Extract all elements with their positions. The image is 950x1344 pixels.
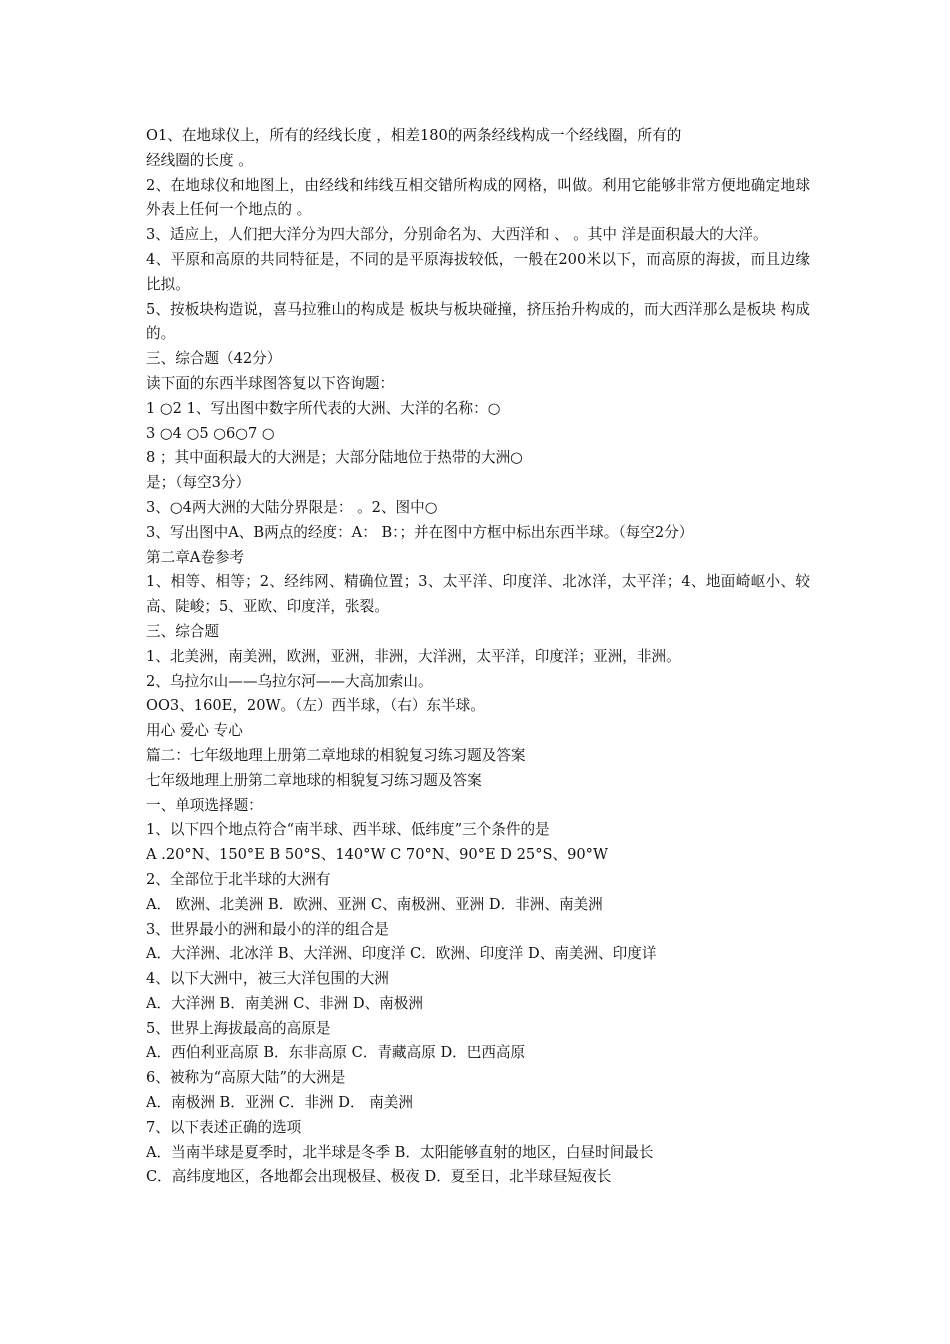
text-line: 5、按板块构造说，喜马拉雅山的构成是 板块与板块碰撞，挤压抬升构成的，而大西洋那么是板块 构成的。	[146, 300, 810, 343]
text-line: A． 欧洲、北美洲 B．欧洲、亚洲 C、南极洲、亚洲 D．非洲、南美洲	[146, 895, 603, 913]
text-line: 三、综合题	[146, 622, 219, 640]
text-line: 第二章A卷参考	[146, 548, 245, 566]
text-line: 7、以下表述正确的选项	[146, 1118, 302, 1136]
text-line: 5、世界上海拔最高的高原是	[146, 1019, 331, 1037]
text-line: 6、被称为“高原大陆”的大洲是	[146, 1069, 346, 1087]
text-line: C．高纬度地区，各地都会出现极昼、极夜 D．夏至日，北半球昼短夜长	[146, 1168, 612, 1186]
text-line: 4、平原和高原的共同特征是，不同的是平原海拔较低，一般在200米以下，而高原的海拔，而且边缘比拟。	[146, 250, 810, 293]
text-line: 2、乌拉尔山——乌拉尔河——大高加索山。	[146, 672, 433, 690]
text-line: 3、写出图中A、B两点的经度：A： B：；并在图中方框中标出东西半球。（每空2分）	[146, 523, 694, 541]
text-line: A．大洋洲、北冰洋 B、大洋洲、印度洋 C．欧洲、印度洋 D、南美洲、印度详	[146, 945, 657, 963]
text-line: 1、以下四个地点符合“南半球、西半球、低纬度”三个条件的是	[146, 821, 550, 839]
text-line: 4、以下大洲中，被三大洋包围的大洲	[146, 970, 389, 988]
text-line: 1、北美洲，南美洲，欧洲，亚洲，非洲，大洋洲，太平洋，印度洋；亚洲，非洲。	[146, 647, 681, 665]
text-line: 1、相等、相等；2、经纬网、精确位置；3、太平洋、印度洋、北冰洋，太平洋；4、地面崎岖小、较高、陡峻；5、亚欧、印度洋，张裂。	[146, 573, 810, 616]
text-line: A．当南半球是夏季时，北半球是冬季 B．太阳能够直射的地区，白昼时间最长	[146, 1143, 654, 1161]
text-line: 是；（每空3分）	[146, 474, 251, 492]
text-line: 2、在地球仪和地图上，由经线和纬线互相交错所构成的网格，叫做。利用它能够非常方便地确定地球外表上任何一个地点的 。	[146, 176, 810, 219]
text-line: A．大洋洲 B．南美洲 C、非洲 D、南极洲	[146, 994, 423, 1012]
text-line: OO3、160E，20W。（左）西半球，（右）东半球。	[146, 697, 485, 715]
text-line: 3、世界最小的洲和最小的洋的组合是	[146, 920, 389, 938]
text-line: 3、○4两大洲的大陆分界限是： 。2、图中○	[146, 498, 438, 516]
text-line: 3 ○4 ○5 ○6○7 ○	[146, 424, 275, 442]
text-line: 1 ○2 1、写出图中数字所代表的大洲、大洋的名称：○	[146, 399, 501, 417]
document-body	[146, 124, 810, 1190]
text-line: A．西伯利亚高原 B．东非高原 C．青藏高原 D．巴西高原	[146, 1044, 526, 1062]
text-line: 七年级地理上册第二章地球的相貌复习练习题及答案	[146, 771, 482, 789]
text-line: 3、适应上，人们把大洋分为四大部分，分别命名为、大西洋和 、 。其中 洋是面积最大的大洋。	[146, 226, 768, 244]
text-line: 一、单项选择题：	[146, 796, 263, 814]
text-line: 读下面的东西半球图答复以下咨询题：	[146, 374, 395, 392]
text-line: 篇二：七年级地理上册第二章地球的相貌复习练习题及答案	[146, 746, 526, 764]
text-line: 经线圈的长度 。	[146, 151, 253, 169]
text-line: A．南极洲 B．亚洲 C．非洲 D． 南美洲	[146, 1094, 413, 1112]
text-line: 8 ；其中面积最大的大洲是；大部分陆地位于热带的大洲○	[146, 449, 523, 467]
text-line: O1、在地球仪上，所有的经线长度 ，相差180的两条经线构成一个经线圈，所有的	[146, 127, 682, 144]
text-line: A .20°N、150°E B 50°S、140°W C 70°N、90°E D 25°S、90°W	[146, 846, 608, 864]
text-line: 用心 爱心 专心	[146, 722, 243, 740]
text-line: 2、全部位于北半球的大洲有	[146, 870, 331, 888]
text-line: 三、综合题（42分）	[146, 350, 282, 368]
